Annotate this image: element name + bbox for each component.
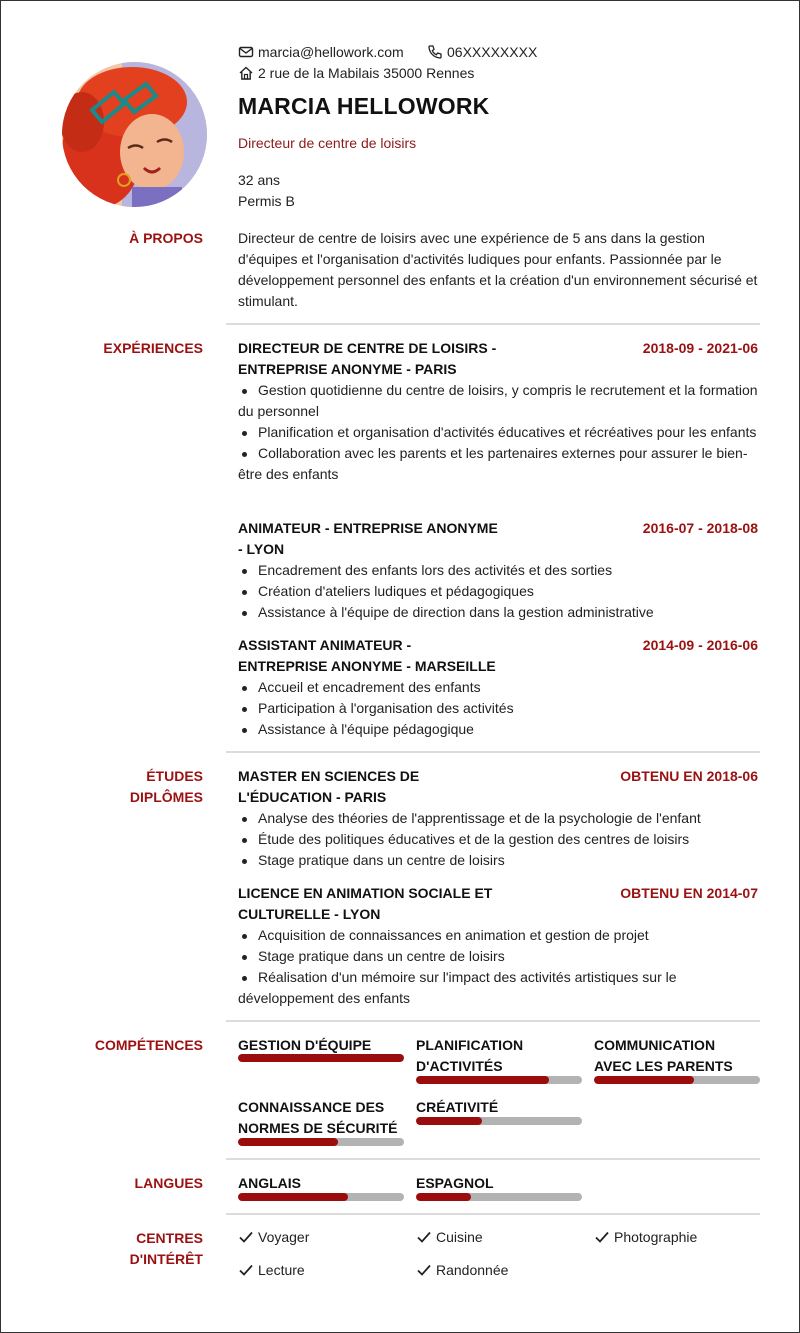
job-title: Directeur de centre de loisirs xyxy=(238,135,417,151)
skill-item xyxy=(238,1035,404,1056)
entry-dates: 2014-09 - 2016-06 xyxy=(642,637,758,653)
entry-title-line: DIRECTEUR DE CENTRE DE LOISIRS - xyxy=(238,340,497,356)
divider xyxy=(226,323,760,325)
section-label-interests xyxy=(130,1228,203,1270)
skill-name: NORMES DE SÉCURITÉ xyxy=(238,1120,398,1136)
check-icon xyxy=(238,1262,254,1278)
list-item: Analyse des théories de l'apprentissage et de la psychologie de l'enfant xyxy=(238,808,763,829)
list-item: Gestion quotidienne du centre de loisirs, y compris le recrutement et la formation du personnel xyxy=(238,380,763,422)
interest-item xyxy=(594,1229,697,1245)
skill-name: COMMUNICATION xyxy=(594,1037,716,1053)
entry-title-line: ASSISTANT ANIMATEUR - xyxy=(238,637,412,653)
avatar-illustration xyxy=(62,62,207,207)
list-item: Participation à l'organisation des activités xyxy=(238,698,763,719)
check-icon xyxy=(416,1262,432,1278)
skill-level-fill xyxy=(238,1054,404,1062)
entry-title-line: - LYON xyxy=(238,541,285,557)
interest-item xyxy=(238,1229,309,1245)
mail-icon xyxy=(238,44,254,60)
phone-icon xyxy=(427,44,443,60)
list-item: Étude des politiques éducatives et de la gestion des centres de loisirs xyxy=(238,829,763,850)
list-item: Collaboration avec les parents et les partenaires externes pour assurer le bien-être des enfants xyxy=(238,443,763,485)
check-icon xyxy=(594,1229,610,1245)
list-item: Assistance à l'équipe pédagogique xyxy=(238,719,763,740)
entry-title-line: ENTREPRISE ANONYME - MARSEILLE xyxy=(238,658,496,674)
skill-level-bar xyxy=(416,1076,582,1084)
entry-dates: 2016-07 - 2018-08 xyxy=(642,520,758,536)
email-text[interactable]: marcia@hellowork.com xyxy=(258,44,404,60)
section-label-education xyxy=(130,766,203,808)
interest-item xyxy=(416,1262,508,1278)
list-item: Stage pratique dans un centre de loisirs xyxy=(238,850,763,871)
divider xyxy=(226,1020,760,1022)
language-item xyxy=(238,1173,404,1194)
skill-name: GESTION D'ÉQUIPE xyxy=(238,1037,372,1053)
entry-dates: OBTENU EN 2018-06 xyxy=(620,768,758,784)
interest-label: Photographie xyxy=(614,1229,698,1245)
section-label-line: DIPLÔMES xyxy=(129,789,203,805)
skill-level-bar xyxy=(238,1054,404,1062)
list-item: Création d'ateliers ludiques et pédagogiques xyxy=(238,581,763,602)
entry-title-line: CULTURELLE - LYON xyxy=(238,906,381,922)
list-item: Planification et organisation d'activités éducatives et récréatives pour les enfants xyxy=(238,422,763,443)
interest-label: Voyager xyxy=(258,1229,310,1245)
language-level-bar xyxy=(416,1193,582,1201)
section-label-languages: LANGUES xyxy=(134,1175,203,1191)
divider xyxy=(226,1158,760,1160)
list-item: Acquisition de connaissances en animation et gestion de projet xyxy=(238,925,763,946)
email-row xyxy=(238,44,404,60)
full-name: MARCIA HELLOWORK xyxy=(238,93,490,119)
list-item: Assistance à l'équipe de direction dans la gestion administrative xyxy=(238,602,763,623)
entry-title-line: MASTER EN SCIENCES DE xyxy=(238,768,420,784)
section-label-about: À PROPOS xyxy=(129,230,203,246)
bullet-list xyxy=(238,808,763,871)
bullet-list xyxy=(238,380,763,485)
skill-level-bar xyxy=(238,1138,404,1146)
skill-item xyxy=(238,1097,404,1139)
phone-row xyxy=(427,44,537,60)
list-item: Encadrement des enfants lors des activités et des sorties xyxy=(238,560,763,581)
section-label-experiences: EXPÉRIENCES xyxy=(103,340,203,356)
age: 32 ans xyxy=(238,172,281,188)
address-row xyxy=(238,65,474,81)
interest-label: Randonnée xyxy=(436,1262,509,1278)
section-label-line: CENTRES xyxy=(136,1230,203,1246)
skill-level-fill xyxy=(416,1076,549,1084)
skill-name: D'ACTIVITÉS xyxy=(416,1058,503,1074)
home-icon xyxy=(238,65,254,81)
section-label-skills: COMPÉTENCES xyxy=(94,1037,203,1053)
driving-license: Permis B xyxy=(238,193,295,209)
skill-name: CONNAISSANCE DES xyxy=(238,1099,385,1115)
check-icon xyxy=(238,1229,254,1245)
skill-level-bar xyxy=(416,1117,582,1125)
about-text: Directeur de centre de loisirs avec une expérience de 5 ans dans la gestion d'équipes et l'organisation d'activités ludiques pour enfants. Passionnée par le développement personnel des enfants et la création d'un environnement sécurisé et stimulant. xyxy=(238,230,758,309)
entry-dates: 2018-09 - 2021-06 xyxy=(642,340,758,356)
entry-title-line: LICENCE EN ANIMATION SOCIALE ET xyxy=(238,885,493,901)
list-item: Accueil et encadrement des enfants xyxy=(238,677,763,698)
list-item: Stage pratique dans un centre de loisirs xyxy=(238,946,763,967)
skill-level-fill xyxy=(238,1138,338,1146)
section-label-line: ÉTUDES xyxy=(146,768,203,784)
skill-level-bar xyxy=(594,1076,760,1084)
entry-dates: OBTENU EN 2014-07 xyxy=(620,885,758,901)
divider xyxy=(226,1213,760,1215)
check-icon xyxy=(416,1229,432,1245)
entry-title-line: L'ÉDUCATION - PARIS xyxy=(238,789,387,805)
skill-item xyxy=(594,1035,760,1077)
skill-level-fill xyxy=(594,1076,694,1084)
avatar xyxy=(62,62,207,207)
language-name: ESPAGNOL xyxy=(416,1175,494,1191)
skill-name: CRÉATIVITÉ xyxy=(416,1099,499,1115)
interest-item xyxy=(416,1229,483,1245)
language-level-fill xyxy=(238,1193,348,1201)
entry-title-line: ENTREPRISE ANONYME - PARIS xyxy=(238,361,457,377)
bullet-list xyxy=(238,677,763,740)
phone-text[interactable]: 06XXXXXXXX xyxy=(447,44,538,60)
divider xyxy=(226,751,760,753)
interest-label: Cuisine xyxy=(436,1229,483,1245)
language-name: ANGLAIS xyxy=(238,1175,301,1191)
list-item: Réalisation d'un mémoire sur l'impact des activités artistiques sur le développement des enfants xyxy=(238,967,763,1009)
bullet-list xyxy=(238,560,763,623)
entry-title-line: ANIMATEUR - ENTREPRISE ANONYME xyxy=(238,520,498,536)
skill-name: AVEC LES PARENTS xyxy=(594,1058,733,1074)
skill-item xyxy=(416,1097,582,1118)
bullet-list xyxy=(238,925,763,1009)
interest-item xyxy=(238,1262,305,1278)
language-level-bar xyxy=(238,1193,404,1201)
section-label-line: D'INTÉRÊT xyxy=(129,1251,203,1267)
address-text: 2 rue de la Mabilais 35000 Rennes xyxy=(258,65,475,81)
language-level-fill xyxy=(416,1193,471,1201)
skill-item xyxy=(416,1035,582,1077)
interest-label: Lecture xyxy=(258,1262,305,1278)
skill-name: PLANIFICATION xyxy=(416,1037,524,1053)
language-item xyxy=(416,1173,582,1194)
skill-level-fill xyxy=(416,1117,482,1125)
